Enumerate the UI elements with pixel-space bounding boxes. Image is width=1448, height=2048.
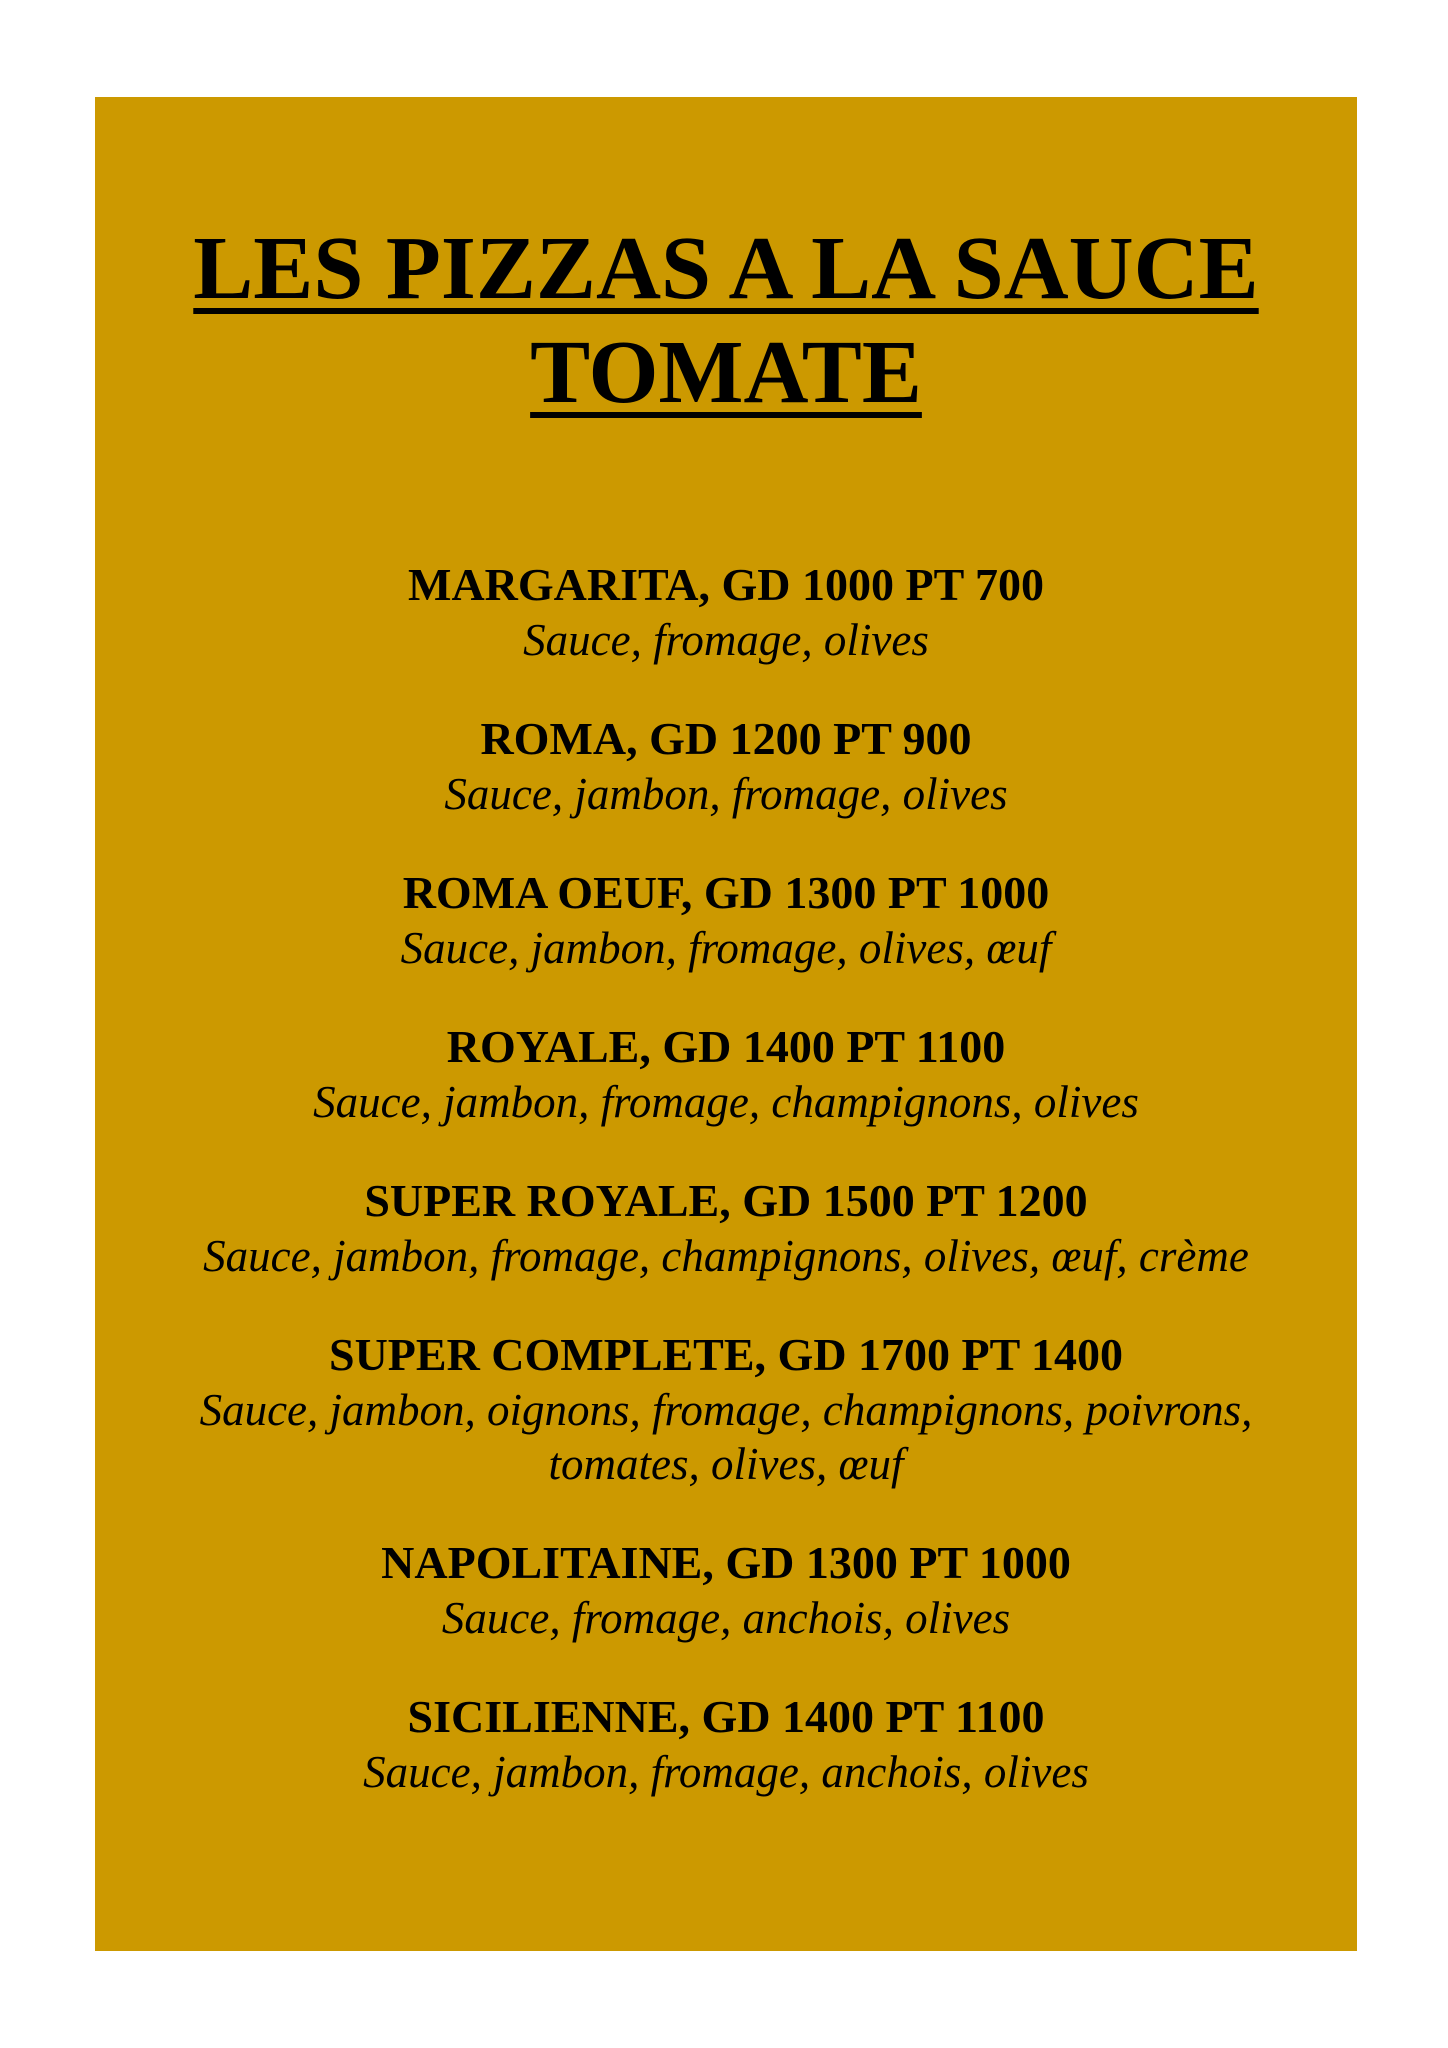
pizza-item-royale: [95, 1019, 1357, 1129]
menu-title: [95, 217, 1357, 425]
pizza-name: SUPER COMPLETE, GD 1700 PT 1400: [329, 1329, 1123, 1380]
pizza-item-napolitaine: [95, 1535, 1357, 1645]
menu-title-line1: LES PIZZAS A LA SAUCE: [193, 219, 1259, 318]
pizza-item-super-royale: [95, 1173, 1357, 1283]
pizza-description: Sauce, jambon, fromage, champignons, olives: [313, 1077, 1139, 1127]
pizza-description: Sauce, jambon, fromage, olives: [444, 769, 1008, 819]
pizza-name: ROYALE, GD 1400 PT 1100: [446, 1021, 1006, 1072]
menu-title-line2: TOMATE: [530, 323, 922, 422]
pizza-item-roma-oeuf: [95, 865, 1357, 975]
pizza-description: Sauce, fromage, anchois, olives: [441, 1593, 1011, 1643]
pizza-name: MARGARITA, GD 1000 PT 700: [408, 559, 1044, 610]
pizza-name: SICILIENNE, GD 1400 PT 1100: [407, 1691, 1045, 1742]
pizza-name: ROMA, GD 1200 PT 900: [480, 713, 972, 764]
pizza-item-super-complete: [95, 1327, 1357, 1491]
pizza-list: [95, 557, 1357, 1843]
pizza-description: Sauce, jambon, fromage, olives, œuf: [400, 923, 1052, 973]
pizza-item-margarita: [95, 557, 1357, 667]
pizza-name: SUPER ROYALE, GD 1500 PT 1200: [364, 1175, 1088, 1226]
pizza-name: ROMA OEUF, GD 1300 PT 1000: [402, 867, 1050, 918]
pizza-description: Sauce, jambon, oignons, fromage, champignons, poivrons, tomates, olives, œuf: [199, 1385, 1253, 1489]
pizza-description: Sauce, jambon, fromage, champignons, olives, œuf, crème: [203, 1231, 1249, 1281]
pizza-description: Sauce, jambon, fromage, anchois, olives: [363, 1747, 1089, 1797]
pizza-item-roma: [95, 711, 1357, 821]
menu-panel: [95, 97, 1357, 1951]
pizza-description: Sauce, fromage, olives: [523, 615, 929, 665]
pizza-name: NAPOLITAINE, GD 1300 PT 1000: [381, 1537, 1071, 1588]
pizza-item-sicilienne: [95, 1689, 1357, 1799]
